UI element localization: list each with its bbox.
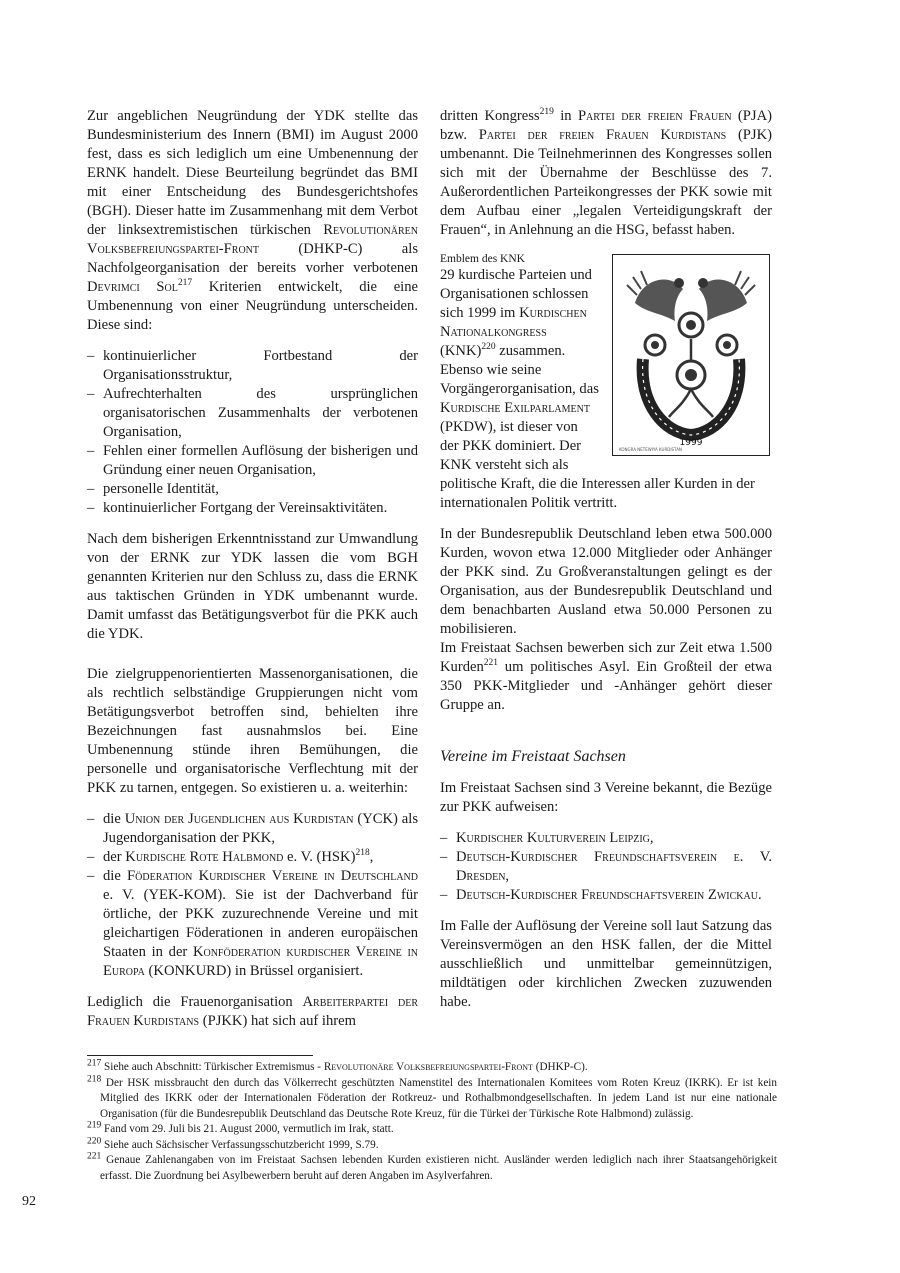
criteria-list <box>87 347 418 518</box>
paragraph-kongress: dritten Kongress$^{219}$ in Partei der freien Frauen (PJA) bzw. Partei der freien Frauen Kurdistans (PJK) umbenannt. Die Teilnehmerinnen des Kongresses sollen sich mit der Übernahme der Beschlüsse des 7. Außerordentlichen Parteikongresses der PKK sowie mit dem Aufbau einer „legalen Verteidigungskraft der Frauen“, in Anlehnung an die HSG, befasst haben. <box>440 107 772 238</box>
footnote-ref-219[interactable]: 219 <box>539 107 554 118</box>
emblem-caption: Emblem des KNK <box>440 253 525 265</box>
list-item: – Fehlen einer formellen Auflösung der bisherigen und Gründung einer neuen Organisation, <box>87 442 418 480</box>
knk-emblem-image <box>612 254 770 456</box>
list-item: – Aufrechterhalten des ursprünglichen organisatorischen Zusammenhalts der verbotenen Organisation, <box>87 385 418 442</box>
list-item: – die Föderation Kurdischer Vereine in Deutschland e. V. (YEK-KOM). Sie ist der Dachverband für örtliche, der PKK zuzurechnende Vereine und mit gleichartigen Föderationen in anderen europäischen Staaten in der Konföderation kurdischer Vereine in Europa (KONKURD) in Brüssel organisiert. <box>87 867 418 981</box>
paragraph-erkenntnisstand: Nach dem bisherigen Erkenntnisstand zur Umwandlung von der ERNK zur YDK lassen die vom BGH genannten Kriterien nur den Schluss zu, dass die ERNK aus taktischen Gründen in YDK umbenannt wurde. Damit umfasst das Betätigungsverbot für die PKK auch die YDK. <box>87 531 418 642</box>
left-column <box>87 107 418 1043</box>
footnote-ref-218[interactable]: 218 <box>355 848 370 859</box>
footnote-218: $^{218}$ Der HSK missbraucht den durch das Völkerrecht geschützten Namenstitel des Internationalen Komitees vom Roten Kreuz (IKRK). Er ist kein Mitglied des IKRK oder der Internationalen Föderation der Rotkreuz- und Rothalbmondgesellschaften. In jedem Land ist nur eine nationale Organisation (für die Bundesrepublik Deutschland das Deutsche Rote Kreuz, für die Türkei der Türkische Rote Halbmond) zulässig. <box>87 1073 777 1120</box>
footnote-217: $^{217}$ Siehe auch Abschnitt: Türkischer Extremismus - Revolutionäre Volksbefreiungspartei-Front (DHKP-C). <box>87 1058 588 1073</box>
list-item: – Deutsch-Kurdischer Freundschaftsverein e. V. Dresden, <box>440 848 772 886</box>
paragraph-kurden-bundesrepublik: In der Bundesrepublik Deutschland leben etwa 500.000 Kurden, wovon etwa 12.000 Mitglieder oder Anhänger der PKK sind. Zu Großveranstaltungen gelingt es der Organisation, aus der Bundesrepublik Deutschland und dem benachbarten Ausland etwa 50.000 Personen zu mobilisieren. <box>440 526 772 637</box>
vereine-list <box>440 829 772 905</box>
footnote-ref-217[interactable]: 217 <box>177 278 193 289</box>
footnote-divider <box>87 1055 313 1056</box>
list-item: – kontinuierlicher Fortgang der Vereinsaktivitäten. <box>87 499 418 518</box>
list-item: – personelle Identität, <box>87 480 418 499</box>
right-column: dritten Kongress$^{219}$ in Partei der freien Frauen (PJA) bzw. Partei der freien Frauen Kurdistans (PJK) umbenannt. Die Teilnehmerinnen des Kongresses sollen sich mit der Übernahme der Beschlüsse des 7. Außerordentlichen Parteikongresses der PKK sowie mit dem Aufbau einer „legalen Verteidigungskraft der Frauen“, in Anlehnung an die HSG, befasst haben. 1999 KONGRA NETEWIYA KURDISTAN Emblem des KNK 29 kurdische Parteien und Organisationen schlossen sich 1999 im Kurdischen Nationalkongress (KNK)$^{220}$ zusammen. Ebenso wie seine Vorgängerorganisation, das Kurdische Exilparlament (PKDW), ist dieser von der PKK dominiert. Der KNK versteht sich als politische Kraft, die die Interessen aller Kurden in der internationalen Politik vertritt. In der Bundesrepublik Deutschland leben etwa 500.000 Kurden, wovon etwa 12.000 Mitglieder oder Anhänger der PKK sind. Zu Großveranstaltungen gelingt es der Organisation, aus der Bundesrepublik Deutschland und dem benachbarten Ausland etwa 50.000 Personen zu mobilisieren. Im Freistaat Sachsen bewerben sich zur Zeit etwa 1.500 Kurden$^{221}$ um politisches Asyl. Ein Großteil der etwa 350 PKK-Mitglieder und -Anhänger gehört dieser Gruppe an. Vereine im Freistaat Sachsen Im Freistaat Sachsen sind 3 Vereine bekannt, die Bezüge zur PKK aufweisen: – Kurdischer Kulturverein Leipzig, – Deutsch-Kurdischer Freundschaftsverein e. V. Dresden, – Deutsch-Kurdischer Freundschaftsverein Zwickau. Im Falle der Auflösung der Vereine soll laut Satzung das Vereinsvermögen an den HSK fallen, der die Mittel ausschließlich und unmittelbar gemeinnützigen, mildtätigen oder kirchlichen Zwecken zuzuwenden habe. <box>440 107 772 1024</box>
list-item: – die Union der Jugendlichen aus Kurdistan (YCK) als Jugendorganisation der PKK, <box>87 810 418 848</box>
paragraph-vereine: Im Freistaat Sachsen sind 3 Vereine bekannt, die Bezüge zur PKK aufweisen: <box>440 780 772 815</box>
paragraph-frauenorganisation: Lediglich die Frauenorganisation Arbeiterpartei der Frauen Kurdistans (PJKK) hat sich auf ihrem <box>87 994 418 1029</box>
footnote-219: $^{219}$ Fand vom 29. Juli bis 21. August 2000, vermutlich im Irak, statt. <box>87 1120 394 1135</box>
list-item: – Kurdischer Kulturverein Leipzig, <box>440 829 772 848</box>
footnote-ref-220[interactable]: 220 <box>481 342 496 353</box>
paragraph-ydk-umbenennung: Zur angeblichen Neugründung der YDK stellte das Bundesministerium des Innern (BMI) im August 2000 fest, dass es sich lediglich um eine Umbenennung der ERNK handelt. Diese Beurteilung begründet das BMI mit einer Entscheidung des Bundesgerichtshofes (BGH). Dieser hatte im Zusammenhang mit dem Verbot der linksextremistischen türkischen Revolutionären Volksbefreiungspartei-Front (DHKP-C) als Nachfolgeorganisation der bereits vorher verbotenen Devrimci Sol$^{217}$ Kriterien entwickelt, die eine Umbenennung von einer Neugründung unterscheiden. Diese sind: <box>87 108 418 333</box>
list-item: – Deutsch-Kurdischer Freundschaftsverein Zwickau. <box>440 886 772 905</box>
list-item: – der Kurdische Rote Halbmond e. V. (HSK)$^{218}$, <box>87 848 418 867</box>
list-item: – kontinuierlicher Fortbestand der Organisationsstruktur, <box>87 347 418 385</box>
footnotes <box>87 1060 777 1184</box>
emblem-figure <box>612 254 772 456</box>
page-number: 92 <box>22 1194 36 1209</box>
paragraph-aufloesung: Im Falle der Auflösung der Vereine soll laut Satzung das Vereinsvermögen an den HSK fallen, der die Mittel ausschließlich und unmittelbar gemeinnützigen, mildtätigen oder kirchlichen Zwecken zuzuwenden habe. <box>440 918 772 1010</box>
footnote-221: $^{221}$ Genaue Zahlenangaben von im Freistaat Sachsen lebenden Kurden existieren nicht. Ausländer werden lediglich nach ihrer Staatsangehörigkeit erfasst. Die Zuordnung bei Asylbewerbern beruht auf deren Angaben im Asylverfahren. <box>87 1151 777 1182</box>
paragraph-kurden-sachsen: Im Freistaat Sachsen bewerben sich zur Zeit etwa 1.500 Kurden$^{221}$ um politisches Asyl. Ein Großteil der etwa 350 PKK-Mitglieder und -Anhänger gehört dieser Gruppe an. <box>440 640 772 713</box>
organisations-list <box>87 810 418 981</box>
paragraph-massenorganisationen: Die zielgruppenorientierten Massenorganisationen, die als rechtlich selbständige Gruppierungen nicht vom Betätigungsverbot betroffen sind, behielten ihre Bezeichnungen fast ausnahmslos bei. Eine Umbenennung stünde ihren Bemühungen, die personelle und organisatorische Verflechtung mit der PKK zu tarnen, entgegen. So existieren u. a. weiterhin: <box>87 666 418 796</box>
section-heading: Vereine im Freistaat Sachsen <box>440 748 626 765</box>
emblem-ring-text: KONGRA NETEWIYA KURDISTAN <box>619 447 682 452</box>
emblem-year: 1999 <box>679 438 703 448</box>
footnote-ref-221[interactable]: 221 <box>483 658 499 669</box>
footnote-220: $^{220}$ Siehe auch Sächsischer Verfassungsschutzbericht 1999, S.79. <box>87 1135 379 1151</box>
